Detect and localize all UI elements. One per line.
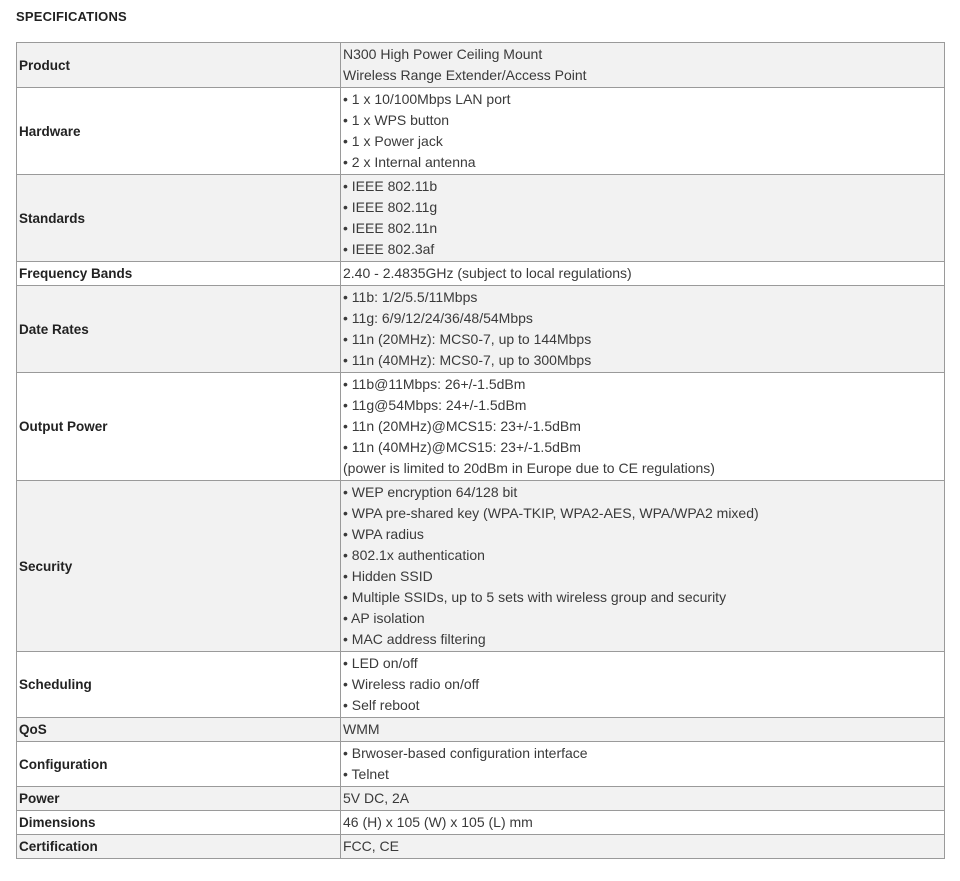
spec-value bbox=[341, 88, 945, 175]
spec-row bbox=[17, 652, 945, 718]
spec-row bbox=[17, 262, 945, 286]
spec-value-line: • AP isolation bbox=[343, 610, 425, 626]
spec-label: Security bbox=[17, 481, 341, 652]
spec-value-line: • 802.1x authentication bbox=[343, 547, 485, 563]
spec-label: Configuration bbox=[17, 742, 341, 787]
spec-value-line: • 11n (40MHz)@MCS15: 23+/-1.5dBm bbox=[343, 439, 581, 455]
spec-row bbox=[17, 742, 945, 787]
spec-row bbox=[17, 835, 945, 859]
spec-label: Certification bbox=[17, 835, 341, 859]
spec-label: Date Rates bbox=[17, 286, 341, 373]
spec-value-line: • Brwoser-based configuration interface bbox=[343, 745, 588, 761]
spec-row bbox=[17, 811, 945, 835]
spec-value-line: • WEP encryption 64/128 bit bbox=[343, 484, 518, 500]
spec-value-line: 2.40 - 2.4835GHz (subject to local regulations) bbox=[343, 265, 632, 281]
spec-value-line: • LED on/off bbox=[343, 655, 418, 671]
spec-value-line: FCC, CE bbox=[343, 838, 399, 854]
spec-value bbox=[341, 652, 945, 718]
spec-value-line: • Wireless radio on/off bbox=[343, 676, 480, 692]
spec-value-line: • IEEE 802.11b bbox=[343, 178, 438, 194]
spec-value bbox=[341, 43, 945, 88]
section-heading: SPECIFICATIONS bbox=[16, 9, 127, 24]
spec-value-line: • 11b: 1/2/5.5/11Mbps bbox=[343, 289, 478, 305]
spec-label: Product bbox=[17, 43, 341, 88]
spec-row bbox=[17, 286, 945, 373]
specifications-table-body bbox=[17, 43, 945, 859]
spec-label: Frequency Bands bbox=[17, 262, 341, 286]
spec-value-line: • WPA radius bbox=[343, 526, 424, 542]
spec-label: Output Power bbox=[17, 373, 341, 481]
spec-value-line: • 11n (20MHz): MCS0-7, up to 144Mbps bbox=[343, 331, 592, 347]
spec-value-line: • 1 x 10/100Mbps LAN port bbox=[343, 91, 511, 107]
spec-value-line: (power is limited to 20dBm in Europe due to CE regulations) bbox=[343, 460, 715, 476]
spec-label: Power bbox=[17, 787, 341, 811]
spec-value bbox=[341, 742, 945, 787]
spec-value bbox=[341, 373, 945, 481]
spec-value-line: N300 High Power Ceiling Mount bbox=[343, 46, 543, 62]
spec-value-line: • 1 x WPS button bbox=[343, 112, 450, 128]
spec-row bbox=[17, 481, 945, 652]
spec-value bbox=[341, 286, 945, 373]
spec-row bbox=[17, 373, 945, 481]
spec-value-line: • 11g@54Mbps: 24+/-1.5dBm bbox=[343, 397, 527, 413]
spec-value bbox=[341, 787, 945, 811]
spec-value bbox=[341, 481, 945, 652]
spec-label: Hardware bbox=[17, 88, 341, 175]
spec-value-line: • Telnet bbox=[343, 766, 389, 782]
spec-value bbox=[341, 718, 945, 742]
spec-value-line: • MAC address filtering bbox=[343, 631, 486, 647]
specifications-table bbox=[16, 42, 945, 859]
spec-value-line: • 2 x Internal antenna bbox=[343, 154, 476, 170]
spec-value-line: • 11n (20MHz)@MCS15: 23+/-1.5dBm bbox=[343, 418, 581, 434]
spec-value-line: • IEEE 802.11n bbox=[343, 220, 438, 236]
spec-value bbox=[341, 175, 945, 262]
spec-value-line: • Multiple SSIDs, up to 5 sets with wireless group and security bbox=[343, 589, 727, 605]
spec-value-line: • Self reboot bbox=[343, 697, 420, 713]
spec-value bbox=[341, 835, 945, 859]
spec-value-line: 5V DC, 2A bbox=[343, 790, 410, 806]
spec-row bbox=[17, 718, 945, 742]
spec-value-line: • 1 x Power jack bbox=[343, 133, 443, 149]
spec-value-line: • IEEE 802.11g bbox=[343, 199, 438, 215]
spec-value bbox=[341, 262, 945, 286]
spec-value-line: • 11n (40MHz): MCS0-7, up to 300Mbps bbox=[343, 352, 592, 368]
spec-row bbox=[17, 88, 945, 175]
spec-value-line: • Hidden SSID bbox=[343, 568, 433, 584]
spec-value-line: • 11g: 6/9/12/24/36/48/54Mbps bbox=[343, 310, 533, 326]
spec-label: Scheduling bbox=[17, 652, 341, 718]
spec-value-line: Wireless Range Extender/Access Point bbox=[343, 67, 587, 83]
spec-label: QoS bbox=[17, 718, 341, 742]
spec-value-line: 46 (H) x 105 (W) x 105 (L) mm bbox=[343, 814, 533, 830]
spec-value-line: • WPA pre-shared key (WPA-TKIP, WPA2-AES, WPA/WPA2 mixed) bbox=[343, 505, 759, 521]
spec-label: Standards bbox=[17, 175, 341, 262]
spec-row bbox=[17, 175, 945, 262]
spec-label: Dimensions bbox=[17, 811, 341, 835]
spec-value bbox=[341, 811, 945, 835]
spec-value-line: • 11b@11Mbps: 26+/-1.5dBm bbox=[343, 376, 526, 392]
spec-row bbox=[17, 43, 945, 88]
spec-value-line: • IEEE 802.3af bbox=[343, 241, 435, 257]
spec-value-line: WMM bbox=[343, 721, 380, 737]
spec-row bbox=[17, 787, 945, 811]
